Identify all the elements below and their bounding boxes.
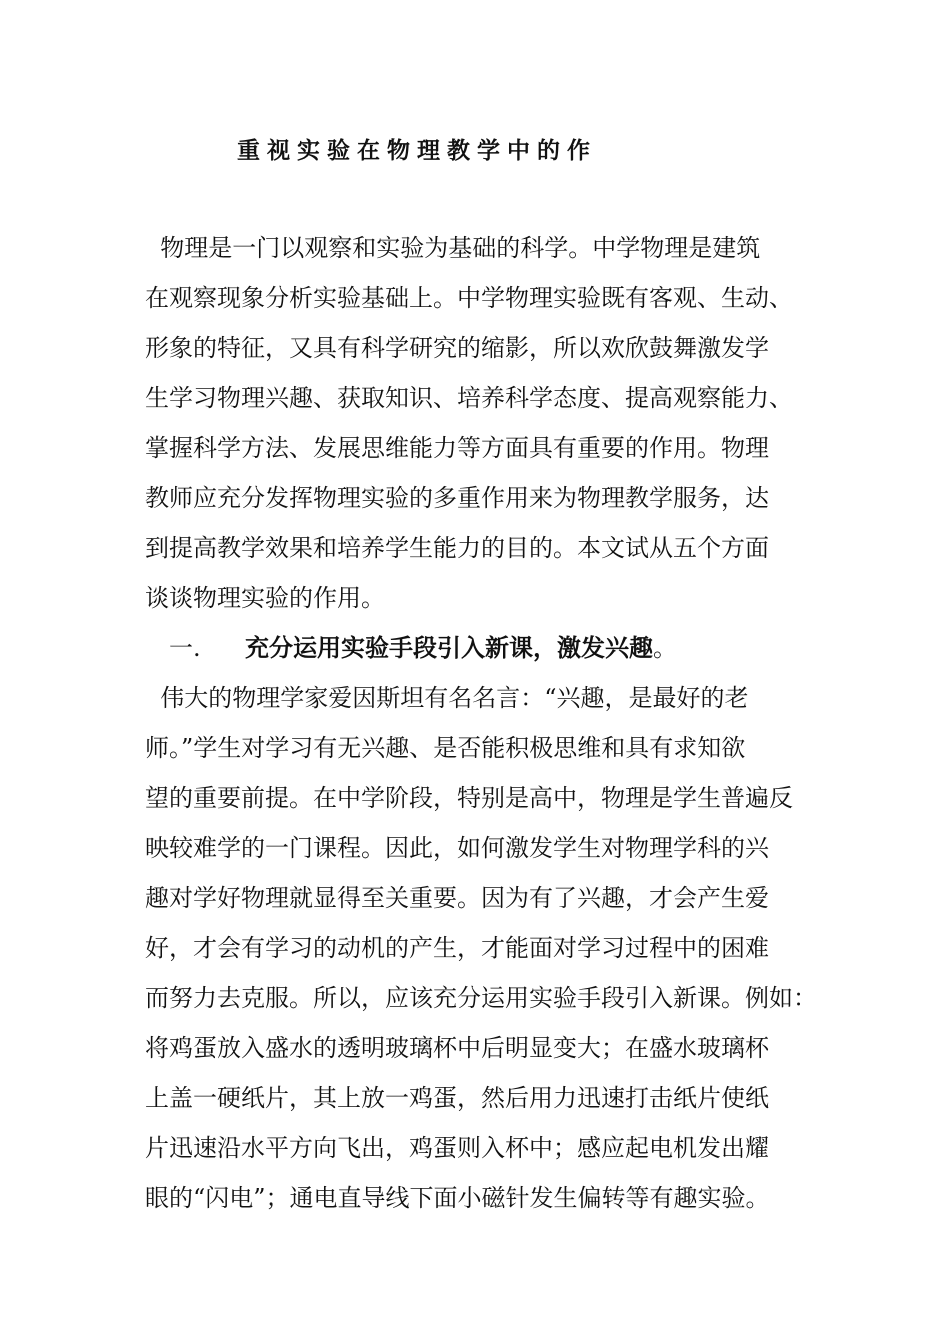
section-heading-text: 充分运用实验手段引入新课，激发兴趣 <box>245 633 653 662</box>
paragraph-2-line: 片迅速沿水平方向飞出，鸡蛋则入杯中；感应起电机发出耀 <box>145 1134 769 1162</box>
paragraph-2-line: 上盖一硬纸片，其上放一鸡蛋，然后用力迅速打击纸片使纸 <box>145 1084 769 1112</box>
section-number: 一. <box>169 634 201 662</box>
paragraph-2-line: 师。”学生对学习有无兴趣、是否能积极思维和具有求知欲 <box>145 734 746 762</box>
paragraph-2-line: 而努力去克服。所以，应该充分运用实验手段引入新课。例如： <box>145 984 817 1012</box>
paragraph-1-line: 掌握科学方法、发展思维能力等方面具有重要的作用。物理 <box>145 434 769 462</box>
paragraph-1-line: 教师应充分发挥物理实验的多重作用来为物理教学服务，达 <box>145 484 769 512</box>
paragraph-2-line: 将鸡蛋放入盛水的透明玻璃杯中后明显变大；在盛水玻璃杯 <box>145 1034 769 1062</box>
paragraph-2-line: 伟大的物理学家爱因斯坦有名名言：“兴趣，是最好的老 <box>145 684 749 712</box>
paragraph-2-line: 好，才会有学习的动机的产生，才能面对学习过程中的困难 <box>145 934 769 962</box>
paragraph-1-line: 生学习物理兴趣、获取知识、培养科学态度、提高观察能力、 <box>145 384 793 412</box>
paragraph-2-line: 望的重要前提。在中学阶段，特别是高中，物理是学生普遍反 <box>145 784 793 812</box>
document-title: 重视实验在物理教学中的作 <box>237 137 597 164</box>
section-heading <box>145 633 677 663</box>
paragraph-2-line: 映较难学的一门课程。因此，如何激发学生对物理学科的兴 <box>145 834 769 862</box>
paragraph-1-line: 形象的特征，又具有科学研究的缩影，所以欢欣鼓舞激发学 <box>145 334 769 362</box>
paragraph-1-line: 在观察现象分析实验基础上。中学物理实验既有客观、生动、 <box>145 284 793 312</box>
paragraph-2-line: 趣对学好物理就显得至关重要。因为有了兴趣，才会产生爱 <box>145 884 769 912</box>
paragraph-1-line: 物理是一门以观察和实验为基础的科学。中学物理是建筑 <box>145 234 761 262</box>
paragraph-2-line: 眼的“闪电”；通电直导线下面小磁针发生偏转等有趣实验。 <box>145 1184 770 1212</box>
section-heading-period: 。 <box>653 634 677 662</box>
paragraph-1-line: 谈谈物理实验的作用。 <box>145 584 385 612</box>
paragraph-1-line: 到提高教学效果和培养学生能力的目的。本文试从五个方面 <box>145 534 769 562</box>
